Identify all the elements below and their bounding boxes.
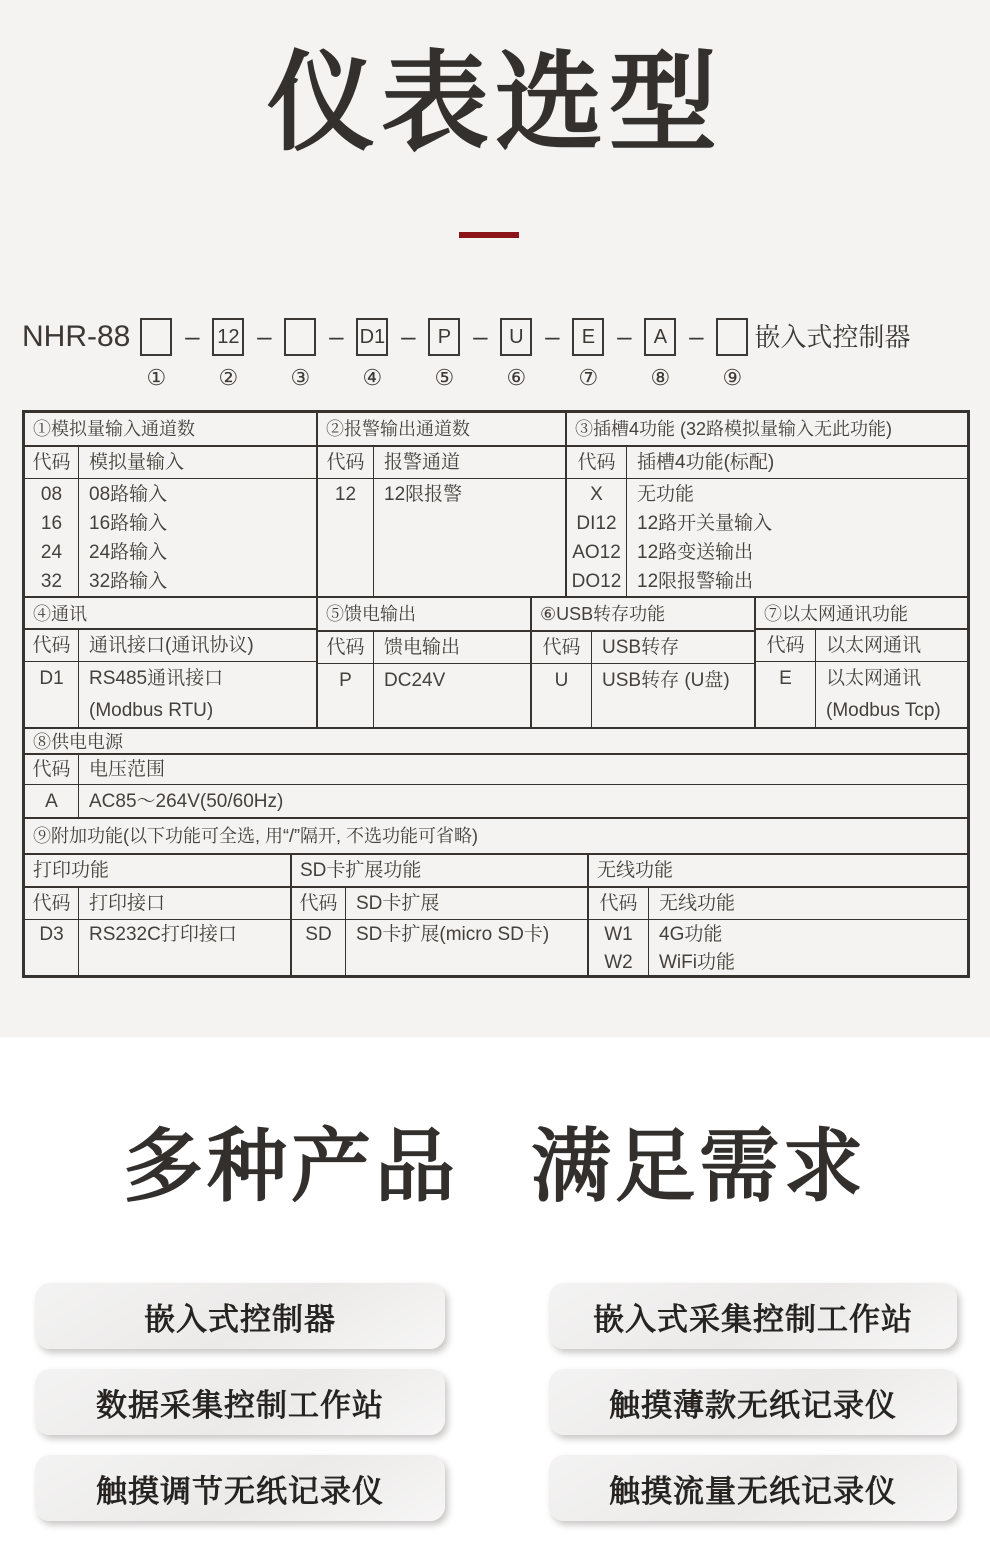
product-button-touch-slim-recorder[interactable]: 触摸薄款无纸记录仪 (549, 1369, 957, 1435)
desc-value: 12路开关量输入 (637, 513, 773, 534)
section-additional-functions (25, 817, 967, 975)
model-position-7 (572, 318, 604, 390)
section-alarm-output-channels (316, 413, 565, 596)
model-box-9 (716, 318, 748, 356)
code-column-header: 代码 (567, 447, 627, 478)
model-position-9 (716, 318, 748, 390)
model-separator: – (329, 321, 344, 351)
column-header-row (589, 888, 967, 920)
code-value: D3 (39, 924, 64, 945)
column-header-row (318, 447, 565, 479)
model-separator: – (689, 321, 704, 351)
section-title: ⑧供电电源 (25, 729, 967, 755)
product-buttons-grid (35, 1283, 957, 1521)
section-title: ⑨附加功能(以下功能可全选, 用“/”隔开, 不选功能可省略) (25, 819, 967, 855)
desc-value: 无功能 (637, 484, 695, 505)
model-separator: – (257, 321, 272, 351)
section-data (25, 920, 290, 977)
code-column-header: 代码 (318, 447, 374, 478)
position-number-1: ① (146, 365, 167, 390)
desc-column-header: 插槽4功能(标配) (637, 452, 775, 473)
table-row-b (25, 596, 967, 727)
spec-table (22, 410, 970, 978)
model-box-8: A (644, 318, 676, 356)
model-position-2 (212, 318, 244, 390)
model-position-8 (644, 318, 676, 390)
desc-value: DC24V (384, 670, 446, 691)
sub-section-print (25, 855, 290, 977)
desc-value: 16路输入 (89, 513, 168, 534)
section-title: ②报警输出通道数 (318, 413, 565, 447)
desc-value: 12限报警 (384, 484, 463, 505)
product-button-embedded-acq-workstation[interactable]: 嵌入式采集控制工作站 (549, 1283, 957, 1349)
code-value: AO12 (572, 542, 621, 563)
section-analog-input-channels (25, 413, 316, 596)
desc-column-header: 模拟量输入 (89, 452, 185, 473)
section-feed-power-output (316, 598, 530, 727)
code-value: 32 (40, 571, 63, 592)
code-value: 16 (40, 513, 63, 534)
red-divider (459, 232, 519, 238)
code-value: U (554, 670, 569, 691)
code-column-header: 代码 (25, 888, 79, 919)
code-value: W1 (604, 924, 633, 945)
section-data (318, 664, 530, 727)
sub-sections (25, 855, 967, 977)
code-column-header: 代码 (756, 630, 816, 661)
model-box-6: U (500, 318, 532, 356)
section-power-supply (25, 727, 967, 817)
model-separator: – (401, 321, 416, 351)
desc-column-header: 无线功能 (659, 893, 736, 914)
desc-value: 24路输入 (89, 542, 168, 563)
model-separator: – (185, 321, 200, 351)
code-column-header: 代码 (532, 632, 592, 663)
section-communication (25, 598, 316, 727)
desc-value: 32路输入 (89, 571, 168, 592)
bottom-heading (0, 1124, 990, 1210)
column-header-row (25, 447, 316, 479)
position-number-7: ⑦ (578, 365, 599, 390)
product-button-embedded-controller[interactable]: 嵌入式控制器 (35, 1283, 445, 1349)
table-row-a (25, 413, 967, 596)
sub-section-sd-card (290, 855, 587, 977)
section-data (589, 920, 967, 977)
model-position-6 (500, 318, 532, 390)
desc-value: SD卡扩展(micro SD卡) (356, 924, 550, 945)
code-value: 12 (334, 484, 357, 505)
position-number-4: ④ (362, 365, 383, 390)
section-title: ③插槽4功能 (32路模拟量输入无此功能) (567, 413, 967, 447)
model-position-1 (140, 318, 172, 390)
model-position-5 (428, 318, 460, 390)
desc-column-header: SD卡扩展 (356, 893, 440, 914)
model-separator: – (545, 321, 560, 351)
desc-column-header: 打印接口 (89, 893, 166, 914)
section-data (25, 785, 967, 817)
column-header-row (25, 888, 290, 920)
desc-value: AC85～264V(50/60Hz) (89, 791, 284, 812)
position-number-3: ③ (290, 365, 311, 390)
desc-column-header: 通讯接口(通讯协议) (89, 635, 254, 656)
desc-value: 12路变送输出 (637, 542, 754, 563)
section-ethernet (754, 598, 967, 727)
code-value: E (779, 668, 792, 689)
desc-column-header: 电压范围 (89, 759, 166, 780)
desc-value: USB转存 (U盘) (602, 670, 730, 691)
position-number-5: ⑤ (434, 365, 455, 390)
code-value: D1 (39, 668, 64, 689)
section-title: ⑦以太网通讯功能 (756, 598, 967, 630)
model-position-3 (284, 318, 316, 390)
model-code-line (22, 318, 910, 390)
section-title: ⑤馈电输出 (318, 598, 530, 632)
section-slot4-function (565, 413, 967, 596)
section-title: ④通讯 (25, 598, 316, 630)
code-value: A (45, 791, 58, 812)
desc-value: 以太网通讯 (826, 668, 922, 689)
code-column-header: 代码 (292, 888, 346, 919)
code-value: DO12 (571, 571, 622, 592)
position-number-9: ⑨ (722, 365, 743, 390)
position-number-8: ⑧ (650, 365, 671, 390)
desc-column-header: USB转存 (602, 637, 680, 658)
section-data (532, 664, 754, 727)
sub-section-wireless (587, 855, 967, 977)
desc-value: (Modbus Tcp) (826, 700, 941, 721)
desc-value: WiFi功能 (659, 952, 735, 973)
code-value: DI12 (576, 513, 617, 534)
desc-column-header: 馈电输出 (384, 637, 461, 658)
desc-value: 12限报警输出 (637, 571, 754, 592)
section-title: ⑥USB转存功能 (532, 598, 754, 632)
column-header-row (292, 888, 587, 920)
desc-column-header: 以太网通讯 (826, 635, 922, 656)
code-column-header: 代码 (318, 632, 374, 663)
section-data (292, 920, 587, 977)
model-separator: – (473, 321, 488, 351)
column-header-row (25, 630, 316, 662)
desc-value: (Modbus RTU) (89, 700, 214, 721)
model-box-2: 12 (212, 318, 244, 356)
section-data (25, 479, 316, 596)
code-value: 24 (40, 542, 63, 563)
model-box-4: D1 (356, 318, 388, 356)
desc-value: RS485通讯接口 (89, 668, 224, 689)
code-column-header: 代码 (589, 888, 649, 919)
desc-value: RS232C打印接口 (89, 924, 237, 945)
model-separator: – (617, 321, 632, 351)
section-title: ①模拟量输入通道数 (25, 413, 316, 447)
code-value: W2 (604, 952, 633, 973)
sub-section-title: SD卡扩展功能 (292, 855, 587, 888)
column-header-row (756, 630, 967, 662)
code-value: X (590, 484, 603, 505)
position-number-2: ② (218, 365, 239, 390)
code-column-header: 代码 (25, 447, 79, 478)
sub-section-title: 无线功能 (589, 855, 967, 888)
code-column-header: 代码 (25, 630, 79, 661)
section-data (756, 662, 967, 727)
section-data (25, 662, 316, 727)
code-column-header: 代码 (25, 755, 79, 784)
model-box-7: E (572, 318, 604, 356)
heading-left: 多种产品 (123, 1122, 459, 1211)
code-value: 08 (40, 484, 63, 505)
product-button-touch-flow-recorder[interactable]: 触摸流量无纸记录仪 (549, 1455, 957, 1521)
sub-section-title: 打印功能 (25, 855, 290, 888)
column-header-row (318, 632, 530, 664)
column-header-row (532, 632, 754, 664)
column-header-row (567, 447, 967, 479)
model-suffix: 嵌入式控制器 (754, 322, 911, 352)
page-title: 仪表选型 (266, 42, 723, 163)
model-prefix: NHR-88 (22, 320, 131, 353)
column-header-row (25, 755, 967, 785)
model-position-4 (356, 318, 388, 390)
model-box-1 (140, 318, 172, 356)
position-number-6: ⑥ (506, 365, 527, 390)
desc-value: 4G功能 (659, 924, 723, 945)
model-box-3 (284, 318, 316, 356)
heading-right: 满足需求 (531, 1122, 867, 1211)
section-usb-transfer (530, 598, 754, 727)
desc-value: 08路输入 (89, 484, 168, 505)
code-value: P (339, 670, 352, 691)
desc-column-header: 报警通道 (384, 452, 461, 473)
model-box-5: P (428, 318, 460, 356)
code-value: SD (305, 924, 332, 945)
product-button-touch-control-recorder[interactable]: 触摸调节无纸记录仪 (35, 1455, 445, 1521)
section-data (567, 479, 967, 596)
product-button-data-acq-workstation[interactable]: 数据采集控制工作站 (35, 1369, 445, 1435)
section-data (318, 479, 565, 596)
